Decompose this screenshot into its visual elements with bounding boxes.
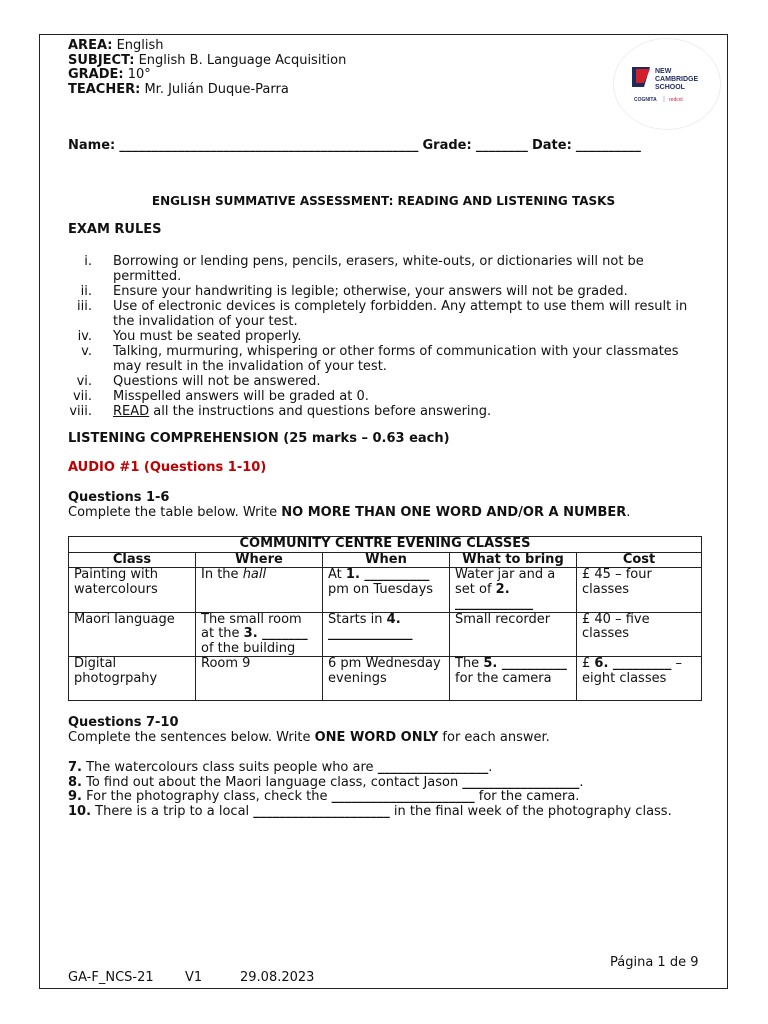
answer-blank-8[interactable]: __________________ — [462, 775, 580, 790]
q1-6-heading: Questions 1-6 — [68, 490, 170, 505]
grade-value: 10° — [127, 67, 151, 82]
date-blank[interactable]: __________ — [575, 138, 641, 153]
grade-label: GRADE: — [68, 67, 124, 82]
grade-blank[interactable]: ________ — [475, 138, 528, 153]
subject-label: SUBJECT: — [68, 53, 135, 68]
area-label: AREA: — [68, 38, 113, 53]
q1-6-instructions: Complete the table below. Write NO MORE THAN ONE WORD AND/OR A NUMBER. — [68, 505, 631, 520]
teacher-value: Mr. Julián Duque-Parra — [144, 82, 289, 97]
exam-rules-heading: EXAM RULES — [68, 222, 162, 237]
rule-item: viii. READ all the instructions and questions before answering. — [69, 404, 492, 419]
question-9: 9. For the photography class, check the ______________________ for the camera. — [68, 789, 580, 804]
table-row: Maori language The small room at the 3. _______ of the building Starts in 4. _____________ Small recorder £ 40 – five classes — [69, 612, 702, 657]
listening-heading: LISTENING COMPREHENSION (25 marks – 0.63 each) — [68, 431, 450, 446]
answer-blank-4[interactable]: _____________ — [328, 626, 413, 641]
subject-line — [68, 53, 346, 68]
table-header-row — [69, 552, 702, 568]
exam-rules-list — [68, 254, 708, 419]
col-header: What to bring — [450, 552, 577, 568]
logo-sub2: redcol — [669, 97, 683, 103]
subject-value: English B. Language Acquisition — [138, 53, 347, 68]
answer-blank-7[interactable]: _________________ — [377, 760, 489, 775]
teacher-label: TEACHER: — [68, 82, 141, 97]
school-logo-mark — [614, 39, 720, 129]
rule-item: vii. Misspelled answers will be graded at 0. — [72, 389, 369, 404]
col-header: When — [323, 552, 450, 568]
school-logo — [613, 38, 721, 130]
grade-line — [68, 67, 151, 82]
teacher-line — [68, 82, 289, 97]
grade-field-label: Grade: — [422, 138, 472, 153]
classes-table — [68, 536, 702, 701]
answer-blank-1[interactable]: __________ — [359, 567, 430, 582]
doc-version: V1 — [185, 970, 203, 985]
answer-blank-2[interactable]: ____________ — [455, 596, 533, 611]
table-row: Painting with watercolours In the hall At 1. __________ pm on Tuesdays Water jar and a set of 2. ____________ £ 45 – four classes — [69, 568, 702, 613]
q7-10-instructions: Complete the sentences below. Write ONE WORD ONLY for each answer. — [68, 730, 550, 745]
logo-line3: SCHOOL — [655, 84, 685, 91]
rule-item: ii. Ensure your handwriting is legible; otherwise, your answers will not be graded. — [80, 284, 628, 299]
doc-date: 29.08.2023 — [240, 970, 315, 985]
page-number: Página 1 de 9 — [610, 955, 699, 970]
student-info-line — [68, 138, 641, 153]
col-header: Where — [196, 552, 323, 568]
doc-code: GA-F_NCS-21 — [68, 970, 154, 985]
answer-blank-9[interactable]: ______________________ — [331, 789, 475, 804]
logo-line1: NEW — [655, 68, 672, 75]
table-title: COMMUNITY CENTRE EVENING CLASSES — [69, 537, 702, 553]
rule-item: iv. You must be seated properly. — [77, 329, 302, 344]
logo-sub1: COGNITA — [634, 97, 657, 103]
answer-blank-6[interactable]: _________ — [608, 656, 672, 671]
answer-blank-5[interactable]: __________ — [497, 656, 567, 671]
col-header: Class — [69, 552, 196, 568]
col-header: Cost — [577, 552, 702, 568]
question-10: 10. There is a trip to a local _____________________ in the final week of the photography class. — [68, 804, 672, 819]
table-row: Digital photogrpahy Room 9 6 pm Wednesday evenings The 5. __________ for the camera £ 6. _________ – eight classes — [69, 657, 702, 701]
area-value: English — [116, 38, 164, 53]
page-title: ENGLISH SUMMATIVE ASSESSMENT: READING AND LISTENING TASKS — [151, 194, 616, 208]
name-blank[interactable]: ______________________________________________ — [119, 138, 419, 153]
rule-item: v. Talking, murmuring, whispering or other forms of communication with your classmates may result in the invalidation of your test. — [81, 344, 679, 374]
date-label: Date: — [531, 138, 572, 153]
audio-heading: AUDIO #1 (Questions 1-10) — [68, 460, 267, 475]
rule-item: i. Borrowing or lending pens, pencils, erasers, white-outs, or dictionaries will not be permitted. — [84, 254, 644, 284]
logo-line2: CAMBRIDGE — [655, 76, 699, 83]
area-line — [68, 38, 164, 53]
rule-item: vi. Questions will not be answered. — [76, 374, 321, 389]
q7-10-heading: Questions 7-10 — [68, 715, 179, 730]
answer-blank-3[interactable]: _______ — [257, 626, 308, 641]
rule-item: iii. Use of electronic devices is completely forbidden. Any attempt to use them will result in the invalidation of your test. — [77, 299, 688, 329]
question-7: 7. The watercolours class suits people who are _________________. — [68, 760, 493, 775]
answer-blank-10[interactable]: _____________________ — [253, 804, 390, 819]
question-8: 8. To find out about the Maori language class, contact Jason __________________. — [68, 775, 584, 790]
name-label: Name: — [68, 138, 116, 153]
